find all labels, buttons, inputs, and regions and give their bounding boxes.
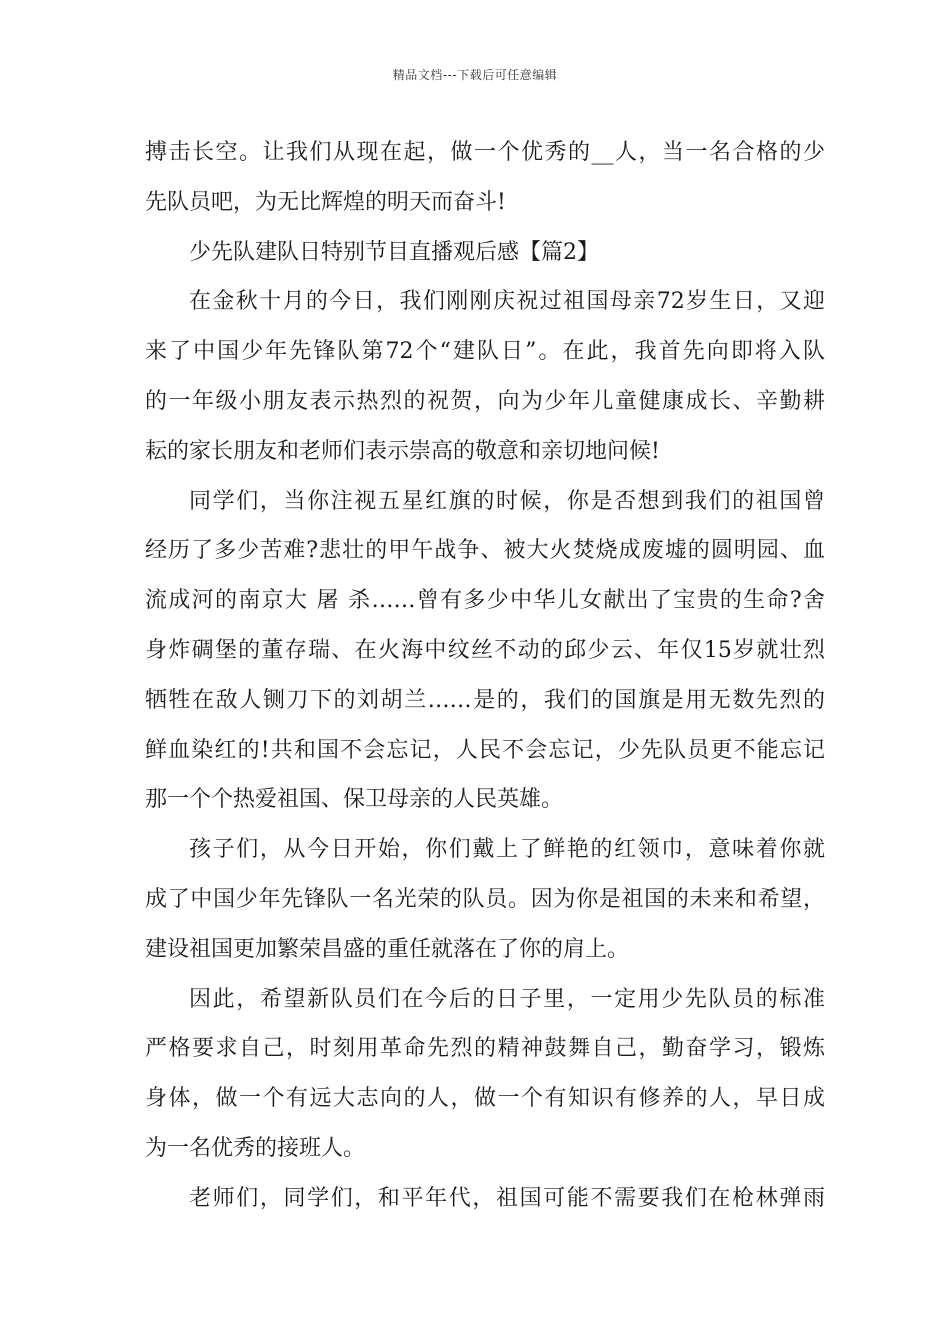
text-line: 同学们，当你注视五星红旗的时候，你是否想到我们的祖国曾 — [189, 488, 825, 514]
text-line: 老师们，同学们，和平年代，祖国可能不需要我们在枪林弹雨 — [189, 1185, 825, 1211]
text-line: 孩子们，从今日开始，你们戴上了鲜艳的红领巾，意味着你就 — [189, 837, 825, 863]
text-line: 成了中国少年先锋队一名光荣的队员。因为你是祖国的未来和希望， — [145, 886, 825, 912]
text-line: 身炸碉堡的董存瑞、在火海中纹丝不动的邱少云、年仅15岁就壮烈 — [145, 637, 825, 663]
text-line: 鲜血染红的!共和国不会忘记，人民不会忘记，少先队员更不能忘记 — [145, 737, 825, 763]
text-line: 经历了多少苦难?悲壮的甲午战争、被大火焚烧成废墟的圆明园、血 — [145, 538, 825, 564]
page-header: 精品文档---下载后可任意编辑 — [392, 68, 558, 82]
text-line: 牺牲在敌人铡刀下的刘胡兰……是的，我们的国旗是用无数先烈的 — [145, 687, 825, 713]
text-line: 因此，希望新队员们在今后的日子里，一定用少先队员的标准 — [189, 986, 825, 1012]
text-line: 那一个个热爱祖国、保卫母亲的人民英雄。 — [145, 787, 564, 813]
text-line: 来了中国少年先锋队第72个“建队日”。在此，我首先向即将入队 — [145, 339, 825, 365]
text-line: 搏击长空。让我们从现在起，做一个优秀的__人，当一名合格的少 — [145, 140, 825, 165]
text-line: 身体，做一个有远大志向的人，做一个有知识有修养的人，早日成 — [145, 1086, 825, 1112]
text-line: 的一年级小朋友表示热烈的祝贺，向为少年儿童健康成长、辛勤耕 — [145, 388, 825, 414]
section-heading: 少先队建队日特别节目直播观后感【篇2】 — [189, 239, 599, 265]
text-line: 耘的家长朋友和老师们表示崇高的敬意和亲切地问候! — [145, 438, 660, 464]
text-line: 流成河的南京大 屠 杀……曾有多少中华儿女献出了宝贵的生命?舍 — [145, 588, 825, 614]
text-line: 先队员吧，为无比辉煌的明天而奋斗! — [145, 189, 506, 215]
text-line: 建设祖国更加繁荣昌盛的重任就落在了你的肩上。 — [145, 936, 630, 962]
text-line: 严格要求自己，时刻用革命先烈的精神鼓舞自己，勤奋学习，锻炼 — [145, 1036, 825, 1062]
text-line: 在金秋十月的今日，我们刚刚庆祝过祖国母亲72岁生日，又迎 — [189, 289, 825, 315]
document-body — [145, 128, 825, 1224]
text-line: 为一名优秀的接班人。 — [145, 1135, 366, 1161]
